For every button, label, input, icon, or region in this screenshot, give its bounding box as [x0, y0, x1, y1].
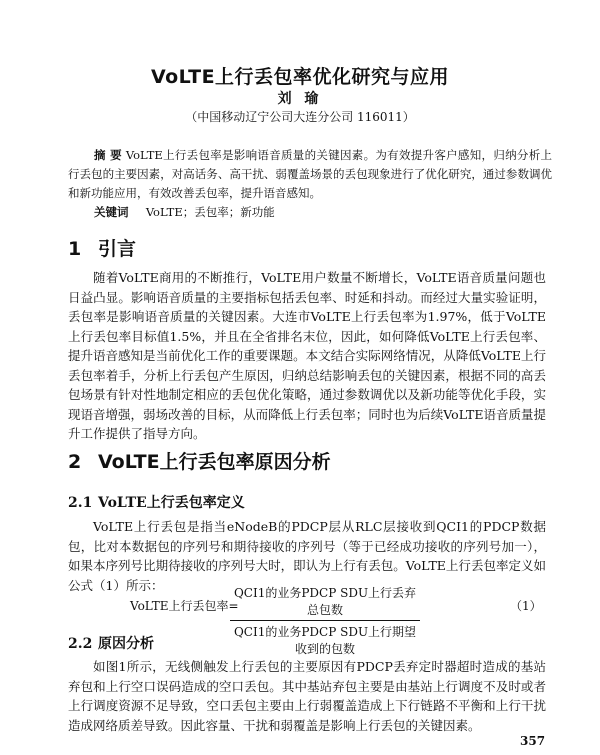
section-2-title: VoLTE上行丢包率原因分析 — [98, 451, 331, 473]
page-number: 357 — [520, 734, 546, 748]
formula-lhs: VoLTE上行丢包率= — [130, 599, 239, 613]
section-2-2-number: 2.2 — [68, 636, 93, 652]
section-1-title: 引言 — [98, 238, 137, 260]
section-1-heading — [68, 234, 136, 261]
formula-fraction — [230, 584, 420, 657]
formula-1 — [130, 584, 550, 656]
formula-number: （1） — [510, 599, 542, 613]
formula-denominator: QCI1的业务PDCP SDU上行期望收到的包数 — [233, 625, 417, 656]
paper-title: VoLTE上行丢包率优化研究与应用 — [150, 66, 450, 88]
section-2-2-body: 如图1所示，无线侧触发上行丢包的主要原因有PDCP丢弃定时器超时造成的基站弃包和上行空口误码造成的空口丢包。其中基站弃包主要是由基站上行调度不及时或者上行调度资源不足导致，空口丢包主要由上行弱覆盖造成上下行链路不平衡和上行干扰造成网络质差导致。因此容量、干扰和弱覆盖是影响上行丢包的关键因素。 — [68, 659, 546, 733]
section-2-1-heading — [68, 492, 245, 512]
section-2-2-title: 原因分析 — [98, 636, 154, 652]
keywords — [94, 204, 275, 220]
section-2-1-body: VoLTE上行丢包是指当eNodeB的PDCP层从RLC层接收到QCI1的PDCP数据包，比对本数据包的序列号和期待接收的序列号（等于已经成功接收的序列号加一），如果本序列号比期待接收的序列号大时，即认为上行有丢包。VoLTE上行丢包率定义如公式（1）所示： — [68, 519, 546, 593]
affiliation: （中国移动辽宁公司大连分公司 116011） — [185, 110, 415, 124]
abstract-text: VoLTE上行丢包率是影响语音质量的关键因素。为有效提升客户感知，归纳分析上行丢包的主要因素，对高话务、高干扰、弱覆盖场景的丢包现象进行了优化研究，通过参数调优和新功能应用，有效改善丢包率，提升语音感知。 — [68, 148, 552, 200]
abstract-label: 摘 要 — [94, 148, 122, 162]
section-2-1-title: VoLTE上行丢包率定义 — [98, 495, 245, 511]
section-2-1-number: 2.1 — [68, 495, 93, 511]
section-2-2-heading — [68, 633, 154, 653]
abstract — [68, 146, 552, 203]
keywords-label: 关键词 — [94, 205, 129, 219]
author-name: 刘 瑜 — [277, 91, 323, 107]
section-2-heading — [68, 447, 331, 474]
section-2-number: 2 — [68, 451, 82, 473]
keywords-text: VoLTE；丢包率；新功能 — [145, 205, 275, 219]
section-1-body: 随着VoLTE商用的不断推行，VoLTE用户数量不断增长，VoLTE语音质量问题也日益凸显。影响语音质量的主要指标包括丢包率、时延和抖动。而经过大量实验证明，丢包率是影响语音质量的关键因素。大连市VoLTE上行丢包率为1.97%，低于VoLTE上行丢包率目标值1.5%，并且在全省排名末位，因此，如何降低VoLTE上行丢包率、提升语音感知是当前优化工作的重要课题。本文结合实际网络情况，从降低VoLTE上行丢包率着手，分析上行丢包产生原因，归纳总结影响丢包的关键因素，根据不同的高丢包场景有针对性地制定相应的丢包优化策略，通过参数调优以及新功能等优化手段，实现语音增强，弱场改善的目标，从而降低上行丢包率；同时也为后续VoLTE语音质量提升工作提供了指导方向。 — [68, 270, 546, 441]
formula-numerator: QCI1的业务PDCP SDU上行丢弃总包数 — [230, 584, 420, 621]
section-1-number: 1 — [68, 238, 82, 260]
